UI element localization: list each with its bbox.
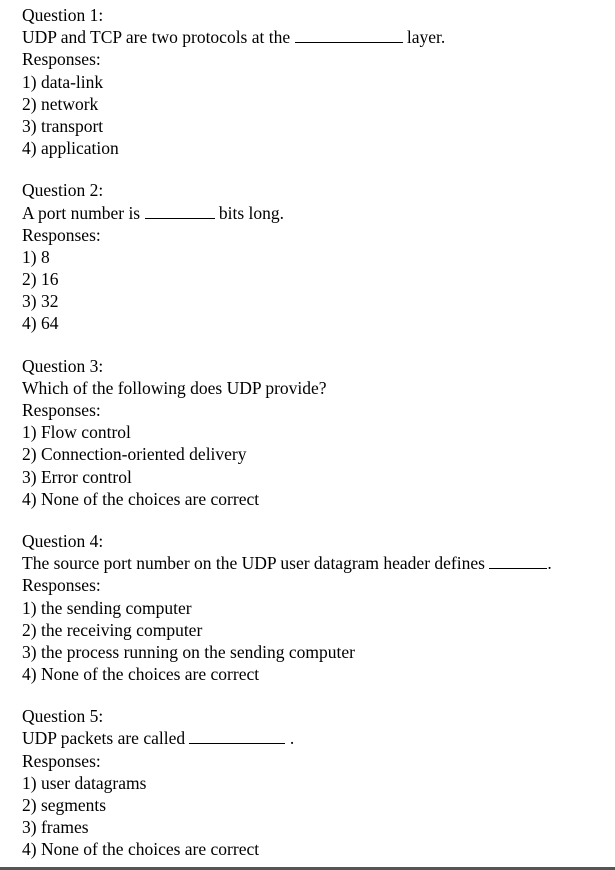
responses-label: Responses:	[22, 49, 101, 70]
response-option: 2) 16	[22, 269, 59, 290]
response-option: 1) user datagrams	[22, 772, 147, 793]
response-option: 4) None of the choices are correct	[22, 488, 260, 509]
answer-blank	[189, 728, 285, 744]
question-heading: Question 1:	[22, 5, 104, 25]
response-option: 3) frames	[22, 817, 89, 838]
stem-text: UDP and TCP are two protocols at the	[22, 27, 291, 48]
responses-label: Responses:	[22, 575, 101, 596]
spacer	[22, 335, 612, 355]
spacer	[22, 159, 612, 179]
question-5	[22, 705, 612, 860]
spacer	[22, 510, 612, 530]
response-option: 2) segments	[22, 795, 107, 815]
spacer	[22, 685, 612, 705]
question-stem	[22, 202, 612, 224]
responses-label: Responses:	[22, 224, 101, 245]
question-2	[22, 179, 612, 334]
answer-blank	[489, 553, 547, 569]
question-heading: Question 4:	[22, 530, 104, 551]
response-option: 2) Connection-oriented delivery	[22, 444, 247, 465]
question-stem	[22, 727, 612, 749]
response-option: 2) the receiving computer	[22, 619, 203, 640]
question-1	[22, 4, 612, 159]
response-option: 1) the sending computer	[22, 597, 192, 618]
question-stem	[22, 552, 612, 574]
question-heading: Question 5:	[22, 706, 104, 727]
response-option: 4) None of the choices are correct	[22, 664, 260, 685]
stem-text-end: .	[289, 728, 295, 749]
stem-text: The source port number on the UDP user datagram header defines	[22, 553, 485, 574]
answer-blank	[295, 27, 403, 43]
response-option: 3) transport	[22, 115, 104, 136]
stem-text-end: .	[547, 553, 552, 574]
stem-text-end: bits long.	[218, 202, 285, 223]
responses-label: Responses:	[22, 750, 101, 771]
stem-text-end: layer.	[406, 27, 446, 48]
question-stem: Which of the following does UDP provide?	[22, 377, 327, 398]
response-option: 1) data-link	[22, 71, 104, 92]
response-option: 4) application	[22, 138, 119, 159]
responses-label: Responses:	[22, 400, 101, 420]
response-option: 4) 64	[22, 313, 59, 334]
response-option: 3) Error control	[22, 466, 132, 487]
question-4	[22, 530, 612, 685]
quiz-document	[22, 4, 612, 861]
response-option: 1) Flow control	[22, 422, 131, 443]
question-3	[22, 355, 612, 510]
question-heading: Question 3:	[22, 355, 104, 376]
response-option: 1) 8	[22, 246, 50, 267]
answer-blank	[145, 203, 215, 219]
stem-text: A port number is	[22, 202, 141, 223]
question-heading: Question 2:	[22, 180, 104, 201]
response-option: 4) None of the choices are correct	[22, 839, 260, 860]
response-option: 2) network	[22, 93, 99, 114]
response-option: 3) 32	[22, 291, 59, 312]
question-stem	[22, 26, 612, 48]
stem-text: UDP packets are called	[22, 728, 186, 749]
response-option: 3) the process running on the sending computer	[22, 641, 355, 662]
